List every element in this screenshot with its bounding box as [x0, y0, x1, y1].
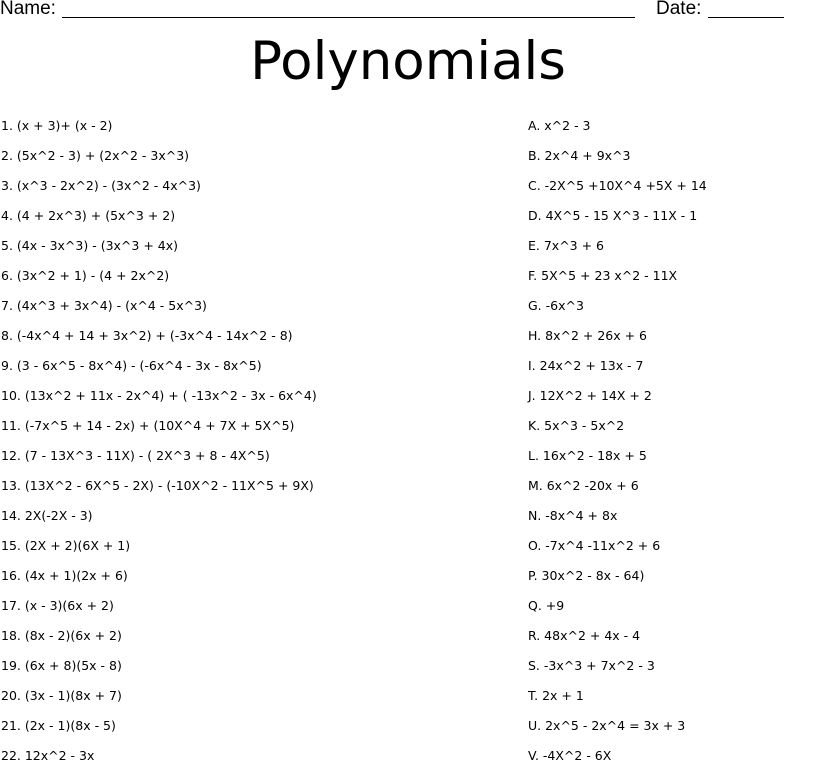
problem-item: 19. (6x + 8)(5x - 8)	[1, 658, 122, 673]
problem-item: 12. (7 - 13X^3 - 11X) - ( 2X^3 + 8 - 4X^5)	[1, 448, 270, 463]
answer-item: L. 16x^2 - 18x + 5	[528, 448, 647, 463]
name-label: Name:	[0, 0, 56, 19]
problem-item: 17. (x - 3)(6x + 2)	[1, 598, 114, 613]
problem-item: 16. (4x + 1)(2x + 6)	[1, 568, 128, 583]
problem-item: 15. (2X + 2)(6X + 1)	[1, 538, 131, 553]
problem-item: 4. (4 + 2x^3) + (5x^3 + 2)	[1, 208, 176, 223]
answer-item: I. 24x^2 + 13x - 7	[528, 358, 644, 373]
answer-item: D. 4X^5 - 15 X^3 - 11X - 1	[528, 208, 698, 223]
answer-item: U. 2x^5 - 2x^4 = 3x + 3	[528, 718, 686, 733]
problem-item: 3. (x^3 - 2x^2) - (3x^2 - 4x^3)	[1, 178, 201, 193]
answer-item: N. -8x^4 + 8x	[528, 508, 618, 523]
worksheet-header	[0, 0, 816, 24]
problem-item: 8. (-4x^4 + 14 + 3x^2) + (-3x^4 - 14x^2 - 8)	[1, 328, 293, 343]
answer-item: M. 6x^2 -20x + 6	[528, 478, 639, 493]
answer-item: P. 30x^2 - 8x - 64)	[528, 568, 645, 583]
answer-item: C. -2X^5 +10X^4 +5X + 14	[528, 178, 707, 193]
answer-item: T. 2x + 1	[528, 688, 584, 703]
problem-item: 21. (2x - 1)(8x - 5)	[1, 718, 116, 733]
date-blank-line	[708, 17, 784, 18]
problem-item: 6. (3x^2 + 1) - (4 + 2x^2)	[1, 268, 170, 283]
problem-item: 18. (8x - 2)(6x + 2)	[1, 628, 122, 643]
answer-item: E. 7x^3 + 6	[528, 238, 604, 253]
answer-item: B. 2x^4 + 9x^3	[528, 148, 631, 163]
problem-item: 2. (5x^2 - 3) + (2x^2 - 3x^3)	[1, 148, 190, 163]
problem-item: 20. (3x - 1)(8x + 7)	[1, 688, 122, 703]
problem-item: 10. (13x^2 + 11x - 2x^4) + ( -13x^2 - 3x - 6x^4)	[1, 388, 317, 403]
answer-item: O. -7x^4 -11x^2 + 6	[528, 538, 661, 553]
answer-item: H. 8x^2 + 26x + 6	[528, 328, 648, 343]
answer-item: Q. +9	[528, 598, 565, 613]
problem-item: 1. (x + 3)+ (x - 2)	[1, 118, 113, 133]
answer-item: G. -6x^3	[528, 298, 584, 313]
problem-list	[1, 117, 501, 777]
answer-item: K. 5x^3 - 5x^2	[528, 418, 625, 433]
problem-item: 14. 2X(-2X - 3)	[1, 508, 93, 523]
problem-item: 7. (4x^3 + 3x^4) - (x^4 - 5x^3)	[1, 298, 207, 313]
page-title: Polynomials	[250, 31, 566, 92]
date-label: Date:	[656, 0, 702, 19]
problem-item: 11. (-7x^5 + 14 - 2x) + (10X^4 + 7X + 5X^5)	[1, 418, 295, 433]
problem-item: 22. 12x^2 - 3x	[1, 748, 95, 763]
answer-item: V. -4X^2 - 6X	[528, 748, 612, 763]
problem-item: 5. (4x - 3x^3) - (3x^3 + 4x)	[1, 238, 178, 253]
answer-item: S. -3x^3 + 7x^2 - 3	[528, 658, 655, 673]
answer-item: R. 48x^2 + 4x - 4	[528, 628, 641, 643]
answer-item: J. 12X^2 + 14X + 2	[528, 388, 652, 403]
problem-item: 13. (13X^2 - 6X^5 - 2X) - (-10X^2 - 11X^5 + 9X)	[1, 478, 314, 493]
answer-item: A. x^2 - 3	[528, 118, 591, 133]
problem-item: 9. (3 - 6x^5 - 8x^4) - (-6x^4 - 3x - 8x^5)	[1, 358, 262, 373]
name-blank-line	[62, 17, 635, 18]
answer-item: F. 5X^5 + 23 x^2 - 11X	[528, 268, 678, 283]
answer-list	[528, 117, 808, 777]
